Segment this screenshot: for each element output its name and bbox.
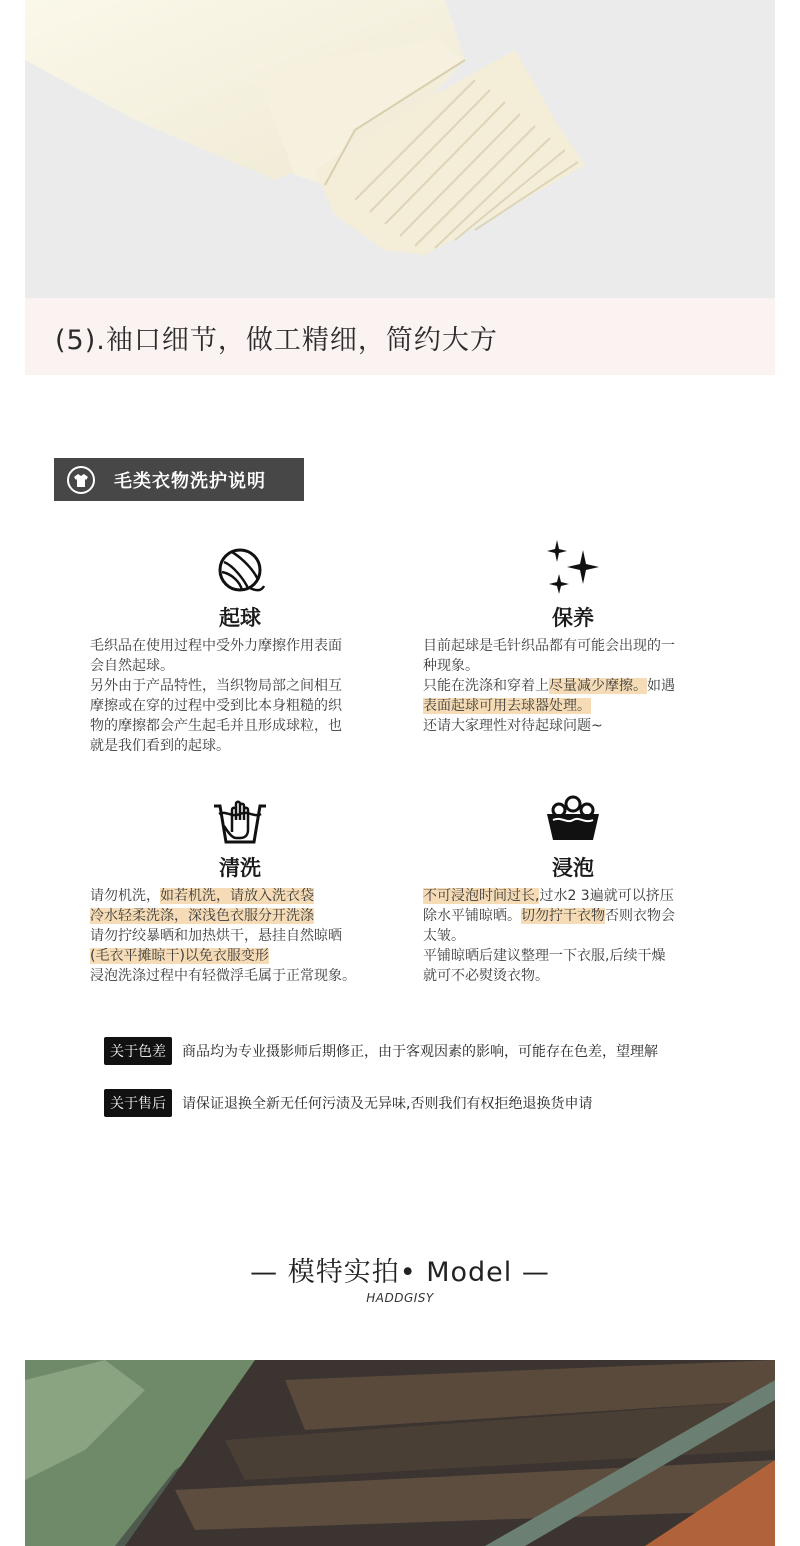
washing-line [90, 906, 390, 926]
model-photo [25, 1360, 775, 1546]
yarn-ball-icon [210, 540, 270, 600]
care-card-maintenance [423, 540, 723, 736]
soaking-line: 平铺晾晒后建议整理一下衣服,后续干燥 [423, 948, 666, 964]
maintenance-text: 只能在洗涤和穿着上 [423, 678, 549, 694]
washing-line [90, 886, 390, 906]
sleeve-cuff-photo [25, 0, 775, 298]
soaking-text: 过水2 3遍就可以挤压 [539, 888, 674, 904]
washing-line: 浸泡洗涤过程中有轻微浮毛属于正常现象。 [90, 968, 356, 984]
care-instructions-badge [54, 458, 304, 501]
maintenance-body [423, 636, 723, 736]
soaking-line: 就可不必熨烫衣物。 [423, 968, 549, 984]
hand-wash-icon [210, 790, 270, 850]
maintenance-highlight: 尽量减少摩擦。 [549, 678, 647, 694]
maintenance-highlight: 表面起球可用去球器处理。 [423, 698, 591, 714]
sparkle-icon [543, 540, 603, 600]
washing-title: 清洗 [219, 856, 261, 880]
soaking-body [423, 886, 723, 986]
pilling-line: 另外由于产品特性，当织物局部之间相互 [90, 678, 342, 694]
washing-highlight: (毛衣平摊晾干)以免衣服变形 [90, 948, 269, 964]
care-card-washing [90, 790, 390, 986]
soak-basin-icon [543, 790, 603, 850]
pilling-title: 起球 [219, 606, 261, 630]
maintenance-line: 目前起球是毛针织品都有可能会出现的一 [423, 638, 675, 654]
sweater-icon [66, 465, 96, 495]
maintenance-line: 还请大家理性对待起球问题~ [423, 718, 603, 734]
maintenance-title: 保养 [552, 606, 594, 630]
detail-caption: (5).袖口细节，做工精细，简约大方 [55, 325, 498, 356]
maintenance-line [423, 676, 723, 696]
soaking-text: 否则衣物会 [605, 908, 675, 924]
washing-line [90, 946, 390, 966]
color-difference-tag: 关于色差 [104, 1037, 172, 1065]
maintenance-text: 如遇 [647, 678, 675, 694]
sleeve-cuff-illustration [25, 0, 775, 298]
care-badge-title: 毛类衣物洗护说明 [114, 470, 266, 492]
care-card-pilling [90, 540, 390, 756]
roof-scene-illustration [25, 1360, 775, 1546]
maintenance-line [423, 696, 723, 716]
pilling-line: 毛织品在使用过程中受外力摩擦作用表面 [90, 638, 342, 654]
soaking-line [423, 886, 723, 906]
soaking-highlight: 切勿拧干衣物 [521, 908, 605, 924]
washing-highlight: 冷水轻柔洗涤，深浅色衣服分开洗涤 [90, 908, 314, 924]
care-card-soaking [423, 790, 723, 986]
soaking-highlight: 不可浸泡时间过长, [423, 888, 540, 904]
pilling-line: 就是我们看到的起球。 [90, 738, 230, 754]
washing-highlight: 如若机洗，请放入洗衣袋 [160, 888, 314, 904]
after-sales-notice [104, 1089, 592, 1117]
pilling-body [90, 636, 390, 756]
color-difference-notice [104, 1037, 658, 1065]
soaking-line [423, 906, 723, 926]
after-sales-text: 请保证退换全新无任何污渍及无异味,否则我们有权拒绝退换货申请 [182, 1096, 593, 1112]
model-section-header [0, 1250, 800, 1305]
model-section-subtitle: HADDGISY [366, 1291, 434, 1305]
pilling-line: 摩擦或在穿的过程中受到比本身粗糙的织 [90, 698, 342, 714]
soaking-text: 除水平铺晾晒。 [423, 908, 521, 924]
washing-line: 请勿拧绞暴晒和加热烘干，悬挂自然晾晒 [90, 928, 342, 944]
after-sales-tag: 关于售后 [104, 1089, 172, 1117]
soaking-title: 浸泡 [552, 856, 594, 880]
washing-body [90, 886, 390, 986]
color-difference-text: 商品均为专业摄影师后期修正，由于客观因素的影响，可能存在色差，望理解 [182, 1044, 658, 1060]
pilling-line: 物的摩擦都会产生起毛并且形成球粒，也 [90, 718, 342, 734]
washing-text: 请勿机洗， [90, 888, 160, 904]
model-section-title: — 模特实拍• Model — [250, 1257, 550, 1288]
pilling-line: 会自然起球。 [90, 658, 174, 674]
maintenance-line: 种现象。 [423, 658, 479, 674]
detail-caption-band [25, 298, 775, 375]
soaking-line: 太皱。 [423, 928, 465, 944]
